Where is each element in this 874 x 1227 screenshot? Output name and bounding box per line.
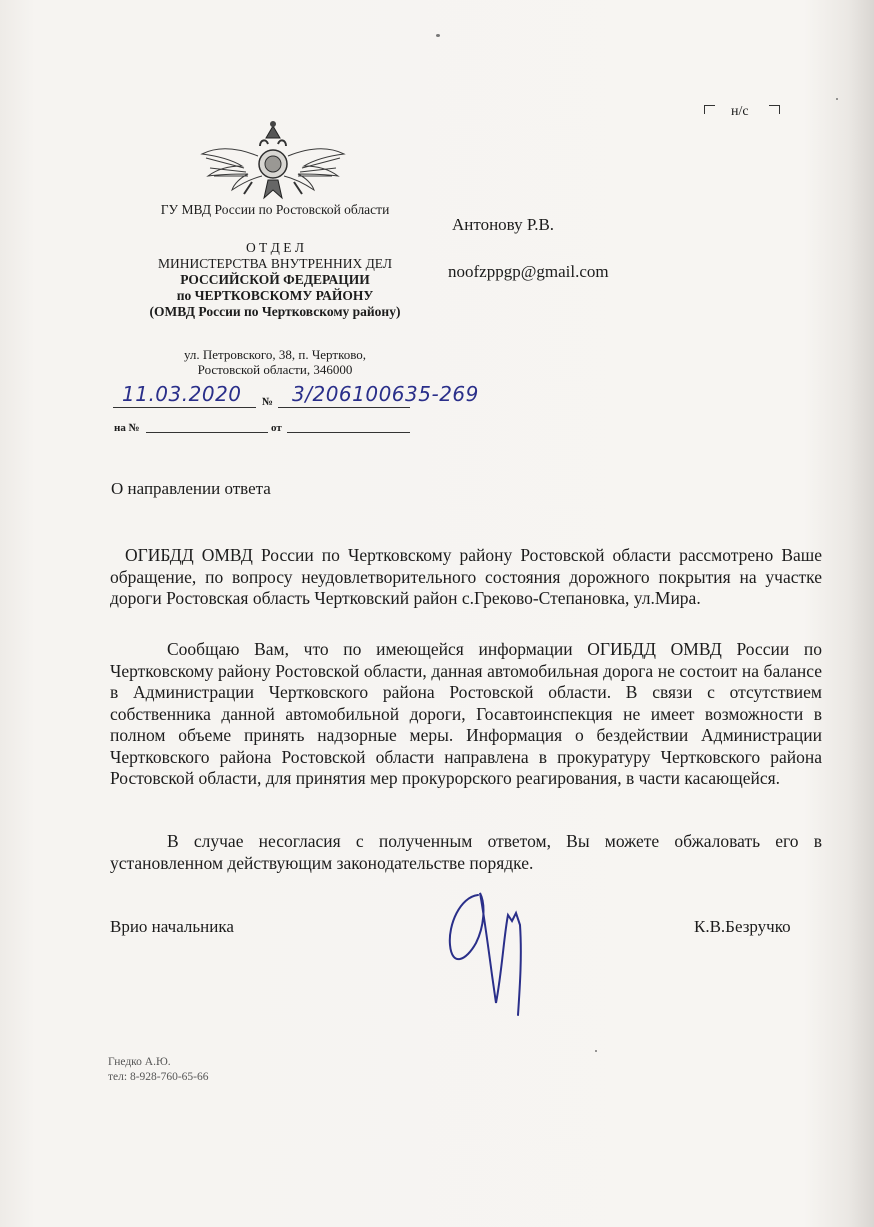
- executor-phone: тел: 8-928-760-65-66: [108, 1071, 209, 1083]
- number-sign: №: [262, 396, 274, 408]
- body-paragraph-3: В случае несогласия с полученным ответом, Вы можете обжаловать его в установленном действующим законодательстве порядке.: [110, 831, 822, 873]
- executor-info: [108, 1055, 209, 1085]
- department-header: [125, 240, 425, 320]
- scan-speck: [836, 98, 838, 100]
- recipient-email: noofzppgp@gmail.com: [448, 262, 609, 281]
- signer-position: Врио начальника: [110, 917, 234, 936]
- dept-line-1: О Т Д Е Л: [245, 240, 305, 255]
- address-line-1: ул. Петровского, 38, п. Чертково,: [183, 347, 367, 362]
- document-page: н/с ГУ МВД России по Ростовской области О Т Д Е Л МИНИСТЕРСТВА ВНУТРЕННИХ ДЕЛ РОССИЙСКОЙ ФЕДЕРАЦИИ по ЧЕРТКОВСКОМУ РАЙОНУ (ОМВД России по Чертковскому району) ул. Петровского, 38, п. Чертково, Ростовской области, 346000 11.03.2020 № 3/206100635-269 на № от Антонову Р.В. noofzppgp@gmail.com О направлении ответа ОГИБДД ОМВД России по Чертковскому району Ростовской области рассмотрено Ваше обращение, по вопросу неудовлетворительного состояния дорожного покрытия на участке дороги Ростовская область Чертковский район с.Греково-Степановка, ул.Мира. Сообщаю Вам, что по имеющейся информации ОГИБДД ОМВД России по Чертковскому району Ростовской области, данная автомобильная дорога не состоит на балансе в Администрации Чертковского района Ростовской области. В связи с отсутствием собственника данной автомобильной дороги, Госавтоинспекция не имеет возможности в полном объеме принять надзорные меры. Информация о бездействии Администрации Чертковского района Ростовской области направлена в прокуратуру Чертковского района Ростовской области, для принятия мер прокурорского реагирования, в части касающейся. В случае несогласия с полученным ответом, Вы можете обжаловать его в установленном действующим законодательстве порядке. Врио начальника К.В.Безручко Гнедко А.Ю. тел: 8-928-760-65-66: [0, 0, 874, 1227]
- from-label: от: [271, 422, 282, 434]
- signer-name: К.В.Безручко: [694, 917, 791, 936]
- body-paragraph-2: Сообщаю Вам, что по имеющейся информации ОГИБДД ОМВД России по Чертковскому району Ростовской области, данная автомобильная дорога не состоит на балансе в Администрации Чертковского района Ростовской области. В связи с отсутствием собственника данной автомобильной дороги, Госавтоинспекция не имеет возможности в полном объеме принять надзорные меры. Информация о бездействии Администрации Чертковского района Ростовской области направлена в прокуратуру Чертковского района Ростовской области, для принятия мер прокурорского реагирования, в части касающейся.: [110, 639, 822, 788]
- scan-speck: [595, 1050, 597, 1052]
- address-line-2: Ростовской области, 346000: [197, 362, 353, 377]
- gu-header: ГУ МВД России по Ростовской области: [160, 202, 390, 217]
- executor-name: Гнедко А.Ю.: [108, 1056, 171, 1068]
- dept-line-4: по ЧЕРТКОВСКОМУ РАЙОНУ: [176, 288, 374, 303]
- dept-line-3: РОССИЙСКОЙ ФЕДЕРАЦИИ: [180, 272, 370, 287]
- scan-speck: [436, 34, 440, 37]
- ref-label: на №: [114, 422, 140, 434]
- registration-date: 11.03.2020: [122, 382, 242, 406]
- letter-subject: О направлении ответа: [111, 479, 271, 498]
- handwritten-signature: [440, 885, 530, 1025]
- double-headed-eagle-emblem-icon: [198, 118, 348, 204]
- registration-number: 3/206100635-269: [292, 382, 479, 406]
- dept-line-2: МИНИСТЕРСТВА ВНУТРЕННИХ ДЕЛ: [157, 256, 393, 271]
- sender-address: [150, 347, 400, 377]
- recipient-name: Антонову Р.В.: [452, 215, 555, 234]
- body-paragraph-1: ОГИБДД ОМВД России по Чертковскому району Ростовской области рассмотрено Ваше обращение, по вопросу неудовлетворительного состояния дорожного покрытия на участке дороги Ростовская область Чертковский район с.Греково-Степановка, ул.Мира.: [110, 545, 822, 608]
- dept-line-5: (ОМВД России по Чертковскому району): [149, 304, 401, 319]
